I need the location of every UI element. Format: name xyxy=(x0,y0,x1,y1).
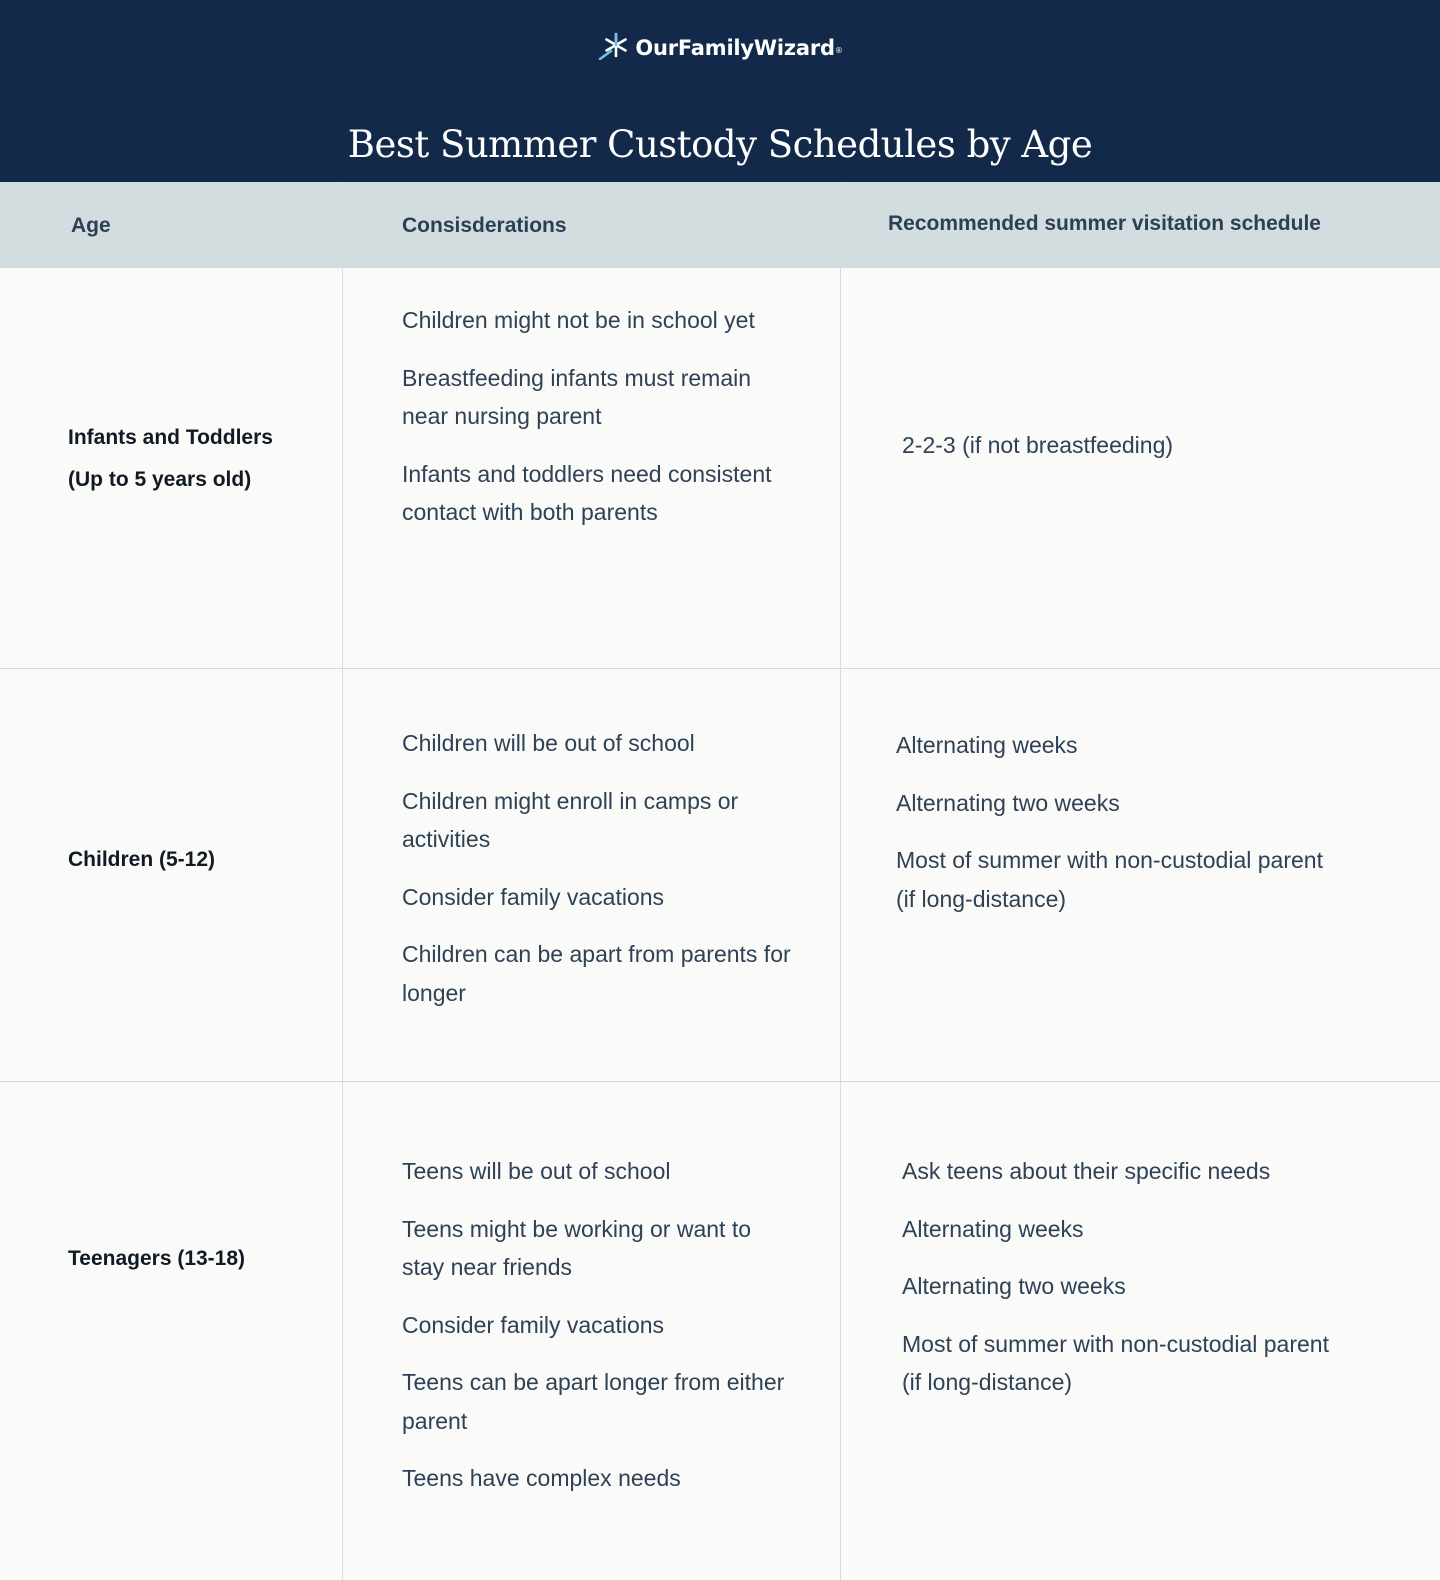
recommended-schedule-list xyxy=(896,726,1336,918)
age-group-infants-toddlers xyxy=(68,417,318,501)
column-divider xyxy=(840,182,841,1580)
schedule-item: Alternating two weeks xyxy=(902,1273,1126,1299)
age-group-teenagers xyxy=(68,1238,318,1280)
age-group-children xyxy=(68,839,318,881)
consideration-item: Teens might be working or want to stay near friends xyxy=(402,1215,752,1280)
schedule-item: Alternating weeks xyxy=(896,732,1078,758)
age-group-label: Children (5-12) xyxy=(68,848,216,871)
asterisk-star-logo-icon xyxy=(597,32,631,60)
consideration-item: Children can be apart from parents for longer xyxy=(402,941,791,1006)
age-group-label: Teenagers (13-18) xyxy=(68,1247,246,1270)
table-header xyxy=(0,182,1440,268)
schedule-item: 2-2-3 (if not breastfeeding) xyxy=(902,432,1174,458)
page-title: Best Summer Custody Schedules by Age xyxy=(347,122,1093,166)
considerations-list xyxy=(402,301,792,532)
consideration-item: Consider family vacations xyxy=(402,883,665,910)
schedule-item: Ask teens about their specific needs xyxy=(902,1158,1271,1184)
consideration-item: Consider family vacations xyxy=(402,1311,665,1338)
recommended-schedule-list xyxy=(902,1152,1342,1402)
column-header-recommended: Recommended summer visitation schedule xyxy=(888,212,1321,235)
column-divider xyxy=(342,182,343,1580)
title-banner xyxy=(0,0,1440,182)
age-group-label: Infants and Toddlers xyxy=(68,426,273,449)
column-header-age: Age xyxy=(71,214,111,237)
consideration-item: Teens will be out of school xyxy=(402,1158,671,1184)
schedule-item: Alternating weeks xyxy=(902,1215,1084,1242)
schedule-item: Most of summer with non-custodial parent (if long-distance) xyxy=(902,1330,1329,1395)
consideration-item: Teens can be apart longer from either parent xyxy=(402,1369,785,1434)
brand-name: OurFamilyWizard xyxy=(635,36,835,60)
considerations-list xyxy=(402,724,792,1012)
column-header-considerations: Consisderations xyxy=(402,214,567,237)
registered-mark: ® xyxy=(834,46,843,55)
consideration-item: Children might not be in school yet xyxy=(402,307,755,333)
consideration-item: Children will be out of school xyxy=(402,730,695,756)
row-divider xyxy=(0,1081,1440,1082)
consideration-item: Breastfeeding infants must remain near nursing parent xyxy=(402,364,752,429)
schedule-item: Most of summer with non-custodial parent (if long-distance) xyxy=(896,847,1323,912)
considerations-list xyxy=(402,1152,792,1498)
consideration-item: Teens have complex needs xyxy=(402,1465,681,1491)
brand-logo xyxy=(0,30,1440,65)
consideration-item: Children might enroll in camps or activities xyxy=(402,787,739,852)
schedule-item: Alternating two weeks xyxy=(896,789,1120,816)
age-group-range: (Up to 5 years old) xyxy=(68,468,252,491)
row-divider xyxy=(0,668,1440,669)
recommended-schedule-list xyxy=(902,426,1382,465)
consideration-item: Infants and toddlers need consistent contact with both parents xyxy=(402,460,772,525)
